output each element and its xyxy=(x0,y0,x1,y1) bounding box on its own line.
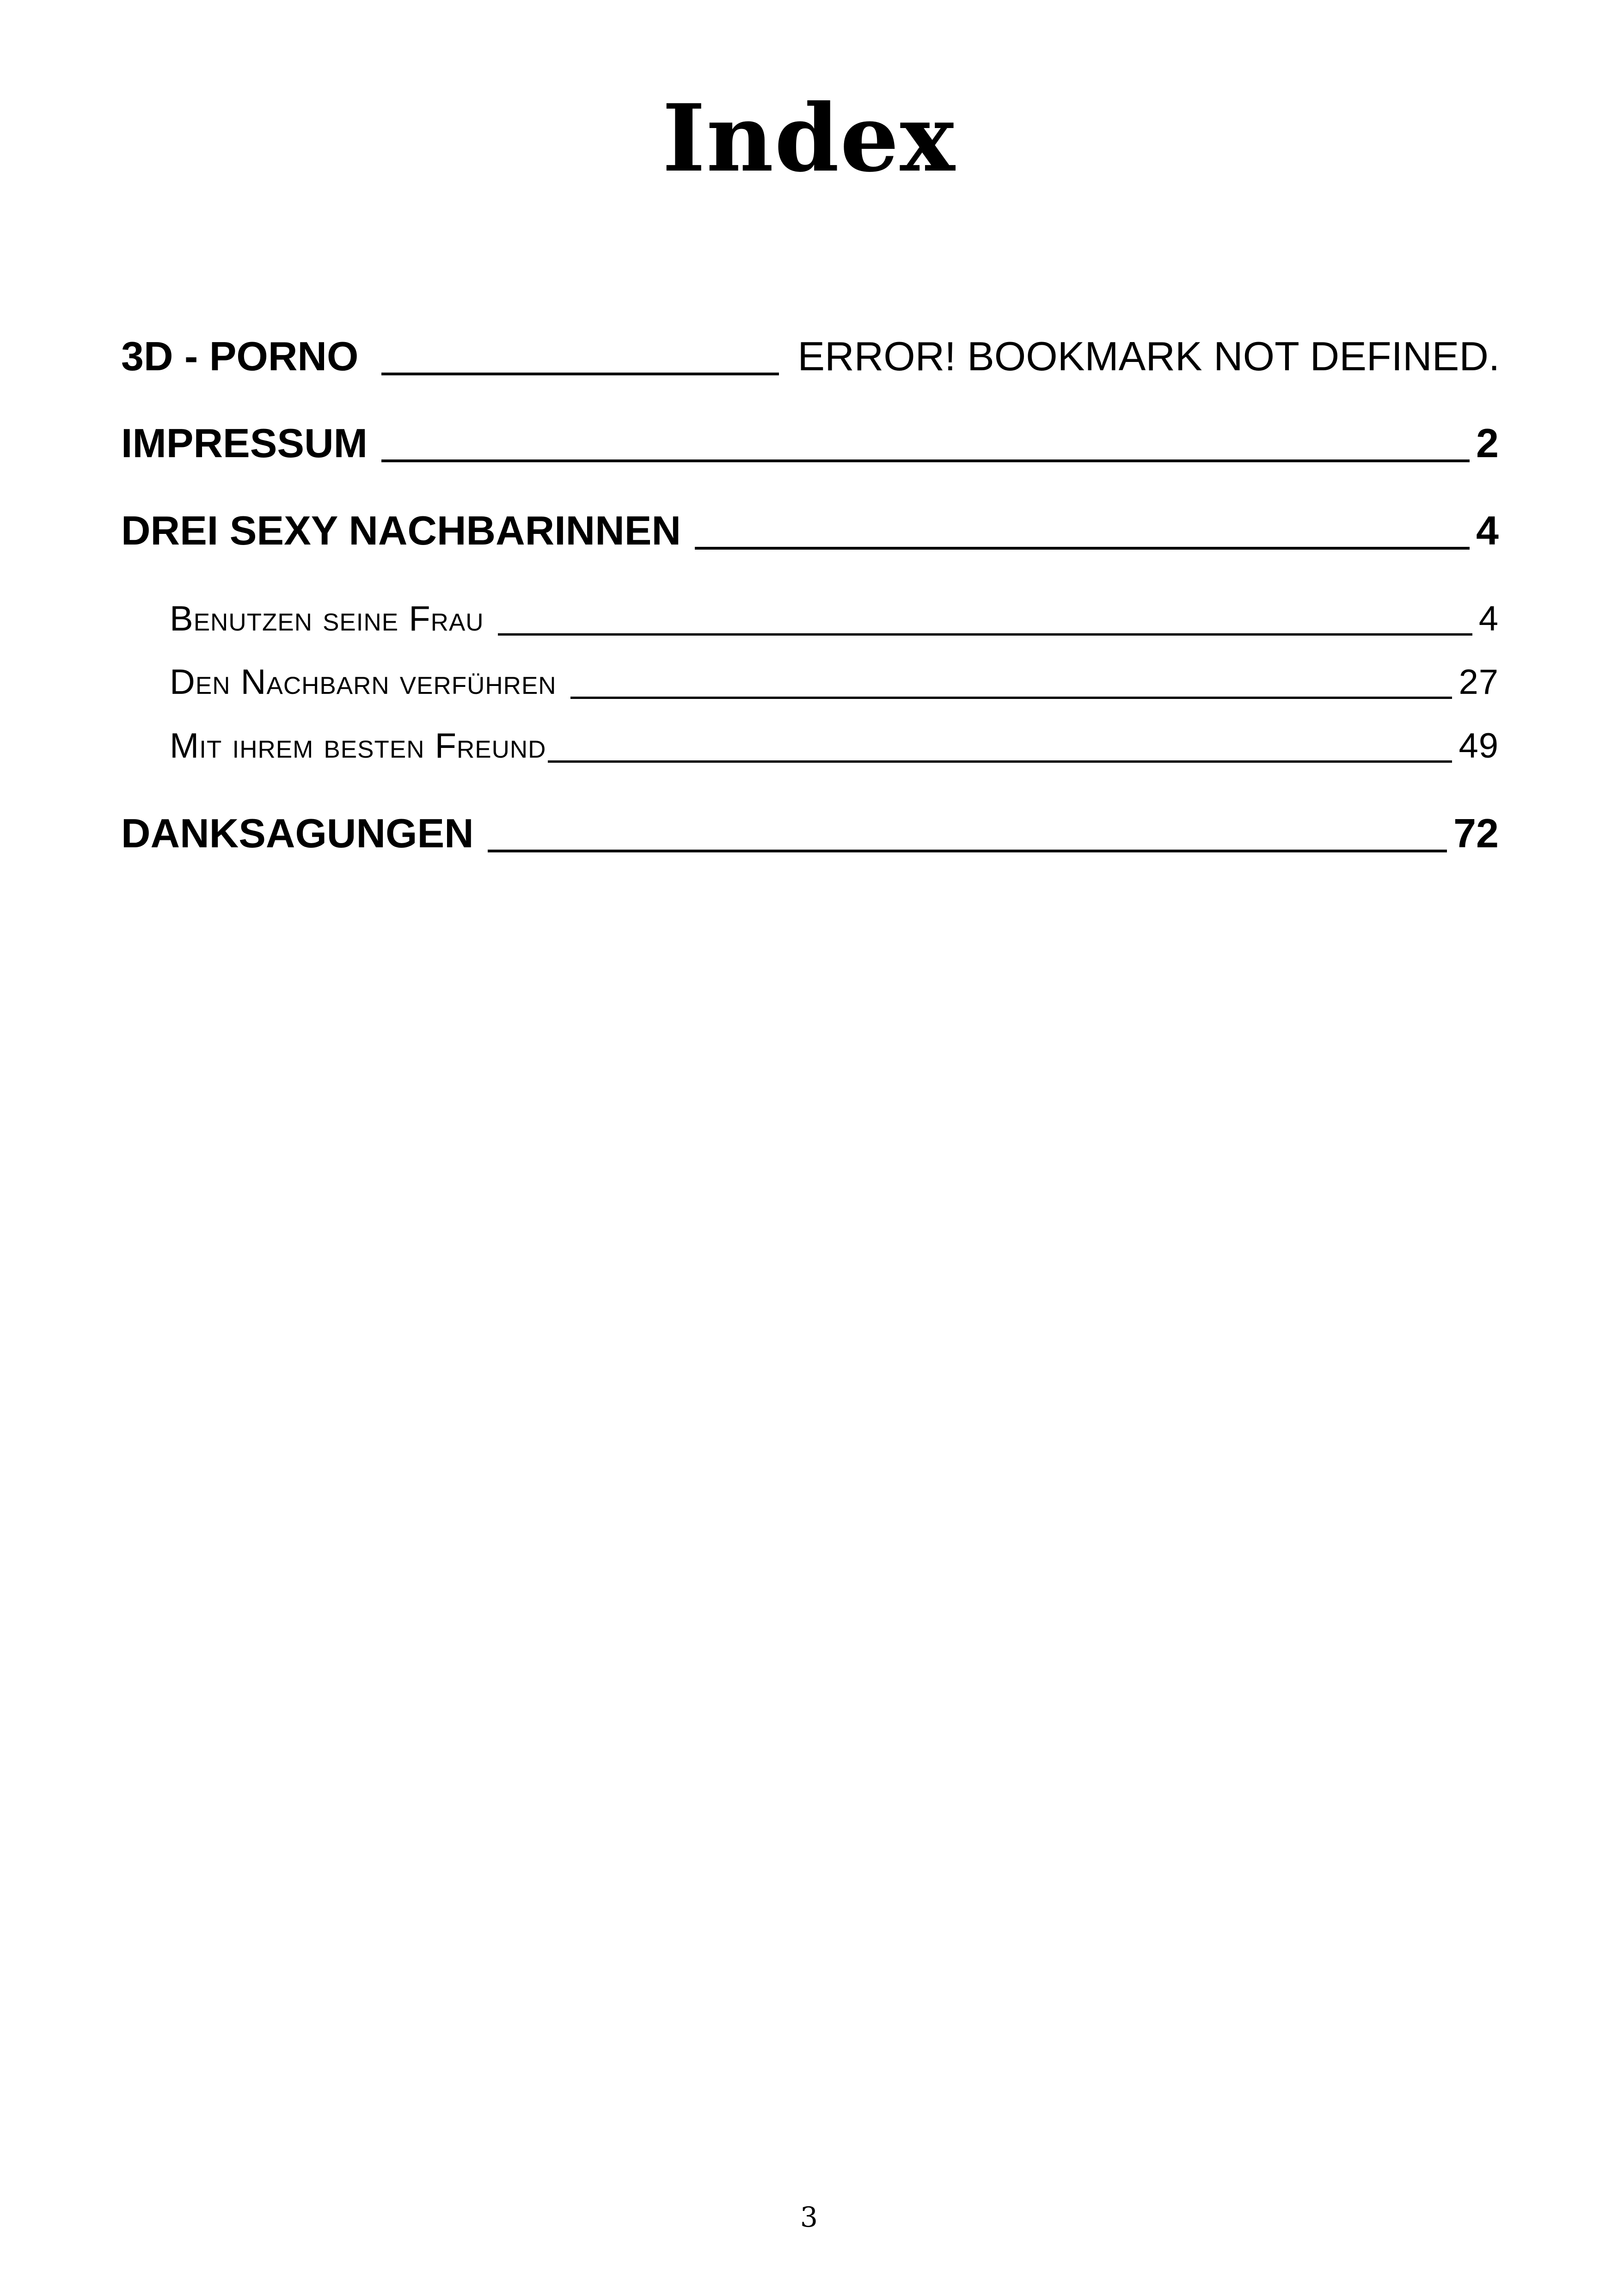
toc-leader-line xyxy=(498,633,1472,636)
toc-entry-page: 27 xyxy=(1459,662,1499,702)
toc-entry-page: 4 xyxy=(1476,508,1499,553)
toc-entry-label: Den Nachbarn verführen xyxy=(170,662,557,702)
toc-entry-page: 4 xyxy=(1478,599,1499,638)
toc-entry-page: 2 xyxy=(1476,420,1499,466)
toc-leader-line xyxy=(695,547,1470,550)
page-title: Index xyxy=(662,84,956,193)
toc-entry-label: 3D - PORNO xyxy=(121,333,359,379)
toc-entry-3d-porno[interactable] xyxy=(121,333,1499,384)
toc-entry-label: Benutzen seine Frau xyxy=(170,599,484,638)
toc-entry-danksagungen[interactable] xyxy=(121,810,1499,861)
toc-entry-label: DANKSAGUNGEN xyxy=(121,810,474,856)
toc-entry-impressum[interactable] xyxy=(121,420,1499,471)
toc-leader-line xyxy=(488,850,1447,852)
toc-subentry-benutzen-seine-frau[interactable] xyxy=(170,599,1499,643)
toc-entry-label: IMPRESSUM xyxy=(121,420,368,466)
toc-leader-line xyxy=(570,697,1453,699)
toc-subentry-mit-ihrem-besten-freund[interactable] xyxy=(170,726,1499,770)
toc-entry-label: Mit ihrem besten Freund xyxy=(170,726,546,765)
toc-subentry-den-nachbarn-verfuehren[interactable] xyxy=(170,662,1499,706)
toc-leader-line xyxy=(381,373,779,375)
page-number: 3 xyxy=(800,2201,818,2234)
toc-leader-line xyxy=(548,760,1452,763)
toc-entry-page: ERROR! BOOKMARK NOT DEFINED. xyxy=(797,333,1500,379)
toc-entry-label: DREI SEXY NACHBARINNEN xyxy=(121,508,681,553)
toc-entry-page: 49 xyxy=(1459,726,1499,765)
toc-entry-drei-sexy-nachbarinnen[interactable] xyxy=(121,507,1499,558)
toc-leader-line xyxy=(381,459,1470,462)
toc-entry-page: 72 xyxy=(1453,810,1499,856)
